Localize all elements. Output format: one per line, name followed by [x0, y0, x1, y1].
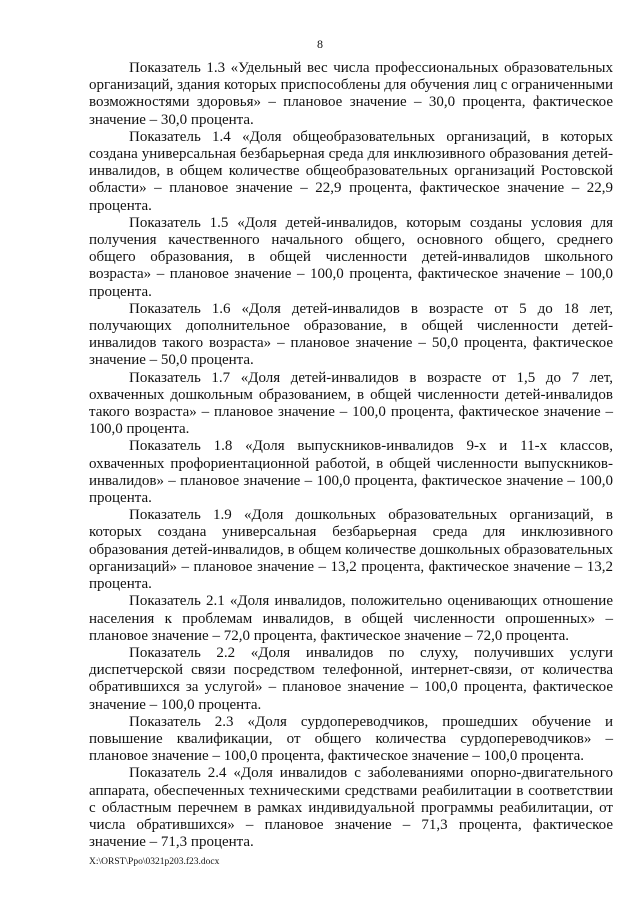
- paragraph-indicator-2-1: Показатель 2.1 «Доля инвалидов, положительно оценивающих отношение населения к проблемам инвалидов, в общей численности опрошенных» – плановое значение – 72,0 процента, фактическое значение – 72,0 процента.: [89, 593, 613, 644]
- page-number: 8: [317, 37, 323, 51]
- paragraph-indicator-1-5: Показатель 1.5 «Доля детей-инвалидов, которым созданы условия для получения качественного начального общего, основного общего, среднего общего образования, в общей численности детей-инвалидов школьного возраста» – плановое значение – 100,0 процента, фактическое значение – 100,0 процента.: [89, 214, 613, 300]
- paragraph-indicator-2-4: Показатель 2.4 «Доля инвалидов с заболеваниями опорно-двигательного аппарата, обеспеченных техническими средствами реабилитации в соответствии с областным перечнем в рамках индивидуальной программы реабилитации, от числа обратившихся» – плановое значение – 71,3 процента, фактическое значение – 71,3 процента.: [89, 765, 613, 851]
- paragraph-indicator-1-9: Показатель 1.9 «Доля дошкольных образовательных организаций, в которых создана универсальная безбарьерная среда для инклюзивного образования детей-инвалидов, в общем количестве дошкольных образовательных организаций» – плановое значение – 13,2 процента, фактическое значение – 13,2 процента.: [89, 507, 613, 593]
- paragraph-indicator-2-3: Показатель 2.3 «Доля сурдопереводчиков, прошедших обучение и повышение квалификации, от общего количества сурдопереводчиков» – плановое значение – 100,0 процента, фактическое значение – 100,0 процента.: [89, 713, 613, 765]
- paragraph-indicator-2-2: Показатель 2.2 «Доля инвалидов по слуху, получивших услуги диспетчерской связи посредством телефонной, интернет-связи, от количества обратившихся за услугой» – плановое значение – 100,0 процента, фактическое значение – 100,0 процента.: [89, 644, 613, 713]
- paragraph-indicator-1-4: Показатель 1.4 «Доля общеобразовательных организаций, в которых создана универсальная безбарьерная среда для инклюзивного образования детей-инвалидов, в общем количестве общеобразовательных организаций Ростовской области» – плановое значение – 22,9 процента, фактическое значение – 22,9 процента.: [89, 128, 613, 214]
- paragraph-indicator-1-7: Показатель 1.7 «Доля детей-инвалидов в возрасте от 1,5 до 7 лет, охваченных дошкольным образованием, в общей численности детей-инвалидов такого возраста» – плановое значение – 100,0 процента, фактическое значение – 100,0 процента.: [89, 369, 613, 438]
- footer-file-path: X:\ORST\Ppo\0321p203.f23.docx: [89, 857, 220, 867]
- paragraph-indicator-1-3: Показатель 1.3 «Удельный вес числа профессиональных образовательных организаций, здания которых приспособлены для обучения лиц с ограниченными возможностями здоровья» – плановое значение – 30,0 процента, фактическое значение – 30,0 процента.: [89, 60, 613, 128]
- paragraph-indicator-1-6: Показатель 1.6 «Доля детей-инвалидов в возрасте от 5 до 18 лет, получающих дополнительное образование, в общей численности детей-инвалидов такого возраста» – плановое значение – 50,0 процента, фактическое значение – 50,0 процента.: [89, 300, 613, 369]
- document-body: [89, 60, 613, 851]
- paragraph-indicator-1-8: Показатель 1.8 «Доля выпускников-инвалидов 9-х и 11-х классов, охваченных профориентационной работой, в общей численности выпускников-инвалидов» – плановое значение – 100,0 процента, фактическое значение – 100,0 процента.: [89, 438, 613, 507]
